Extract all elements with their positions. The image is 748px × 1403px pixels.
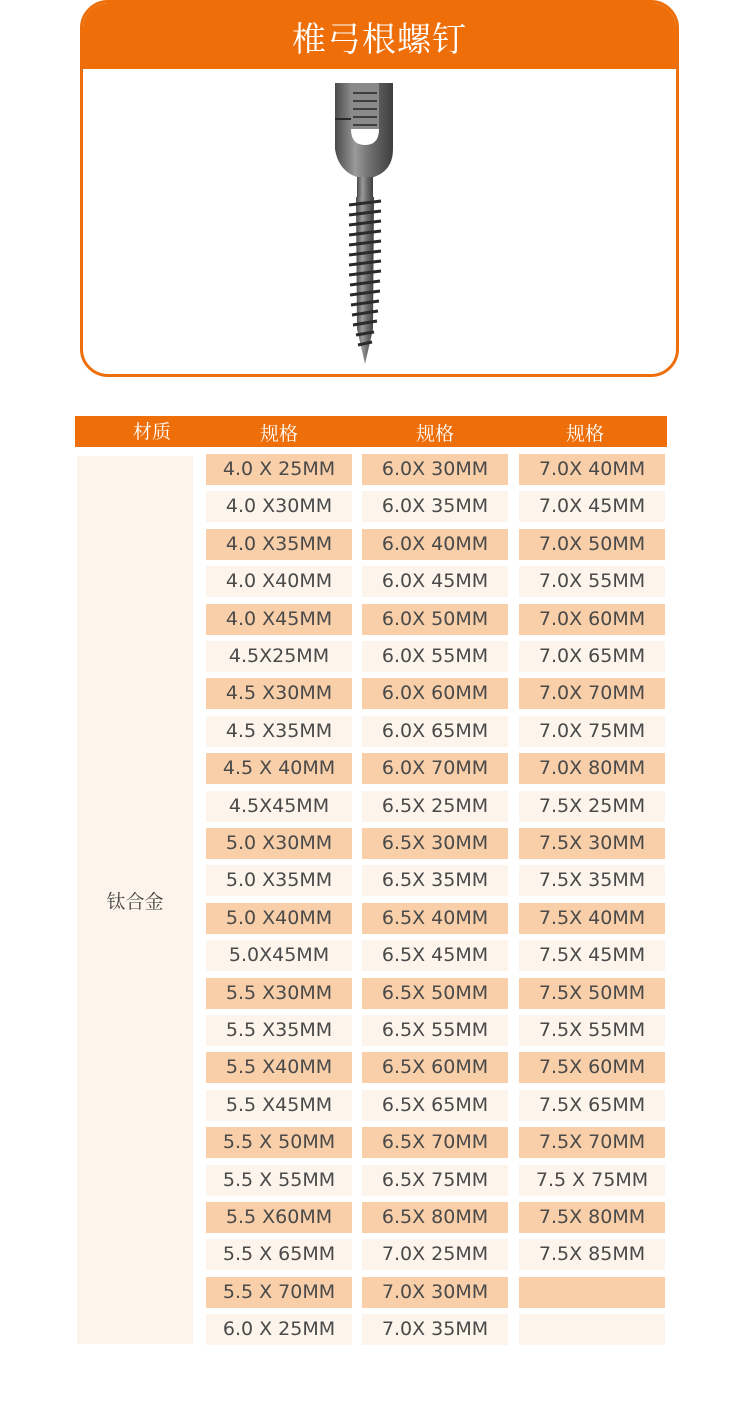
spec-cell: 6.0X 65MM — [362, 716, 508, 747]
spec-cell: 5.5 X 55MM — [206, 1165, 352, 1196]
spec-cell: 5.5 X60MM — [206, 1202, 352, 1233]
spec-cell: 6.0X 30MM — [362, 454, 508, 485]
spec-cell: 7.5X 80MM — [519, 1202, 665, 1233]
spec-cell: 6.0X 45MM — [362, 566, 508, 597]
spec-cell: 6.5X 80MM — [362, 1202, 508, 1233]
spec-cell: 7.5X 30MM — [519, 828, 665, 859]
spec-cell: 7.5X 55MM — [519, 1015, 665, 1046]
spec-cell: 6.5X 30MM — [362, 828, 508, 859]
spec-cell: 4.5 X30MM — [206, 678, 352, 709]
spec-cell: 4.0 X45MM — [206, 604, 352, 635]
product-card — [80, 0, 679, 377]
spec-cell: 7.5 X 75MM — [519, 1165, 665, 1196]
spec-cell: 5.5 X 65MM — [206, 1239, 352, 1270]
product-title: 椎弓根螺钉 — [83, 3, 676, 69]
spec-cell: 7.0X 25MM — [362, 1239, 508, 1270]
spec-cell: 7.0X 60MM — [519, 604, 665, 635]
spec-cell: 5.5 X40MM — [206, 1052, 352, 1083]
spec-cell — [519, 1314, 665, 1345]
spec-cell: 7.0X 80MM — [519, 753, 665, 784]
spec-cell: 4.5X45MM — [206, 791, 352, 822]
spec-cell: 6.0X 50MM — [362, 604, 508, 635]
spec-cell: 7.0X 30MM — [362, 1277, 508, 1308]
spec-cell: 7.5X 50MM — [519, 978, 665, 1009]
spec-cell: 5.5 X45MM — [206, 1090, 352, 1121]
spec-cell: 7.0X 45MM — [519, 491, 665, 522]
spec-cell: 7.0X 65MM — [519, 641, 665, 672]
spec-cell: 7.5X 45MM — [519, 940, 665, 971]
spec-cell: 6.5X 50MM — [362, 978, 508, 1009]
spec-cell: 6.5X 60MM — [362, 1052, 508, 1083]
spec-cell: 7.5X 35MM — [519, 865, 665, 896]
spec-cell: 6.0X 70MM — [362, 753, 508, 784]
spec-cell: 5.5 X 50MM — [206, 1127, 352, 1158]
spec-cell: 4.5 X 40MM — [206, 753, 352, 784]
spec-cell: 4.0 X35MM — [206, 529, 352, 560]
spec-cell: 6.5X 70MM — [362, 1127, 508, 1158]
material-cell — [77, 456, 193, 1344]
spec-cell: 7.0X 55MM — [519, 566, 665, 597]
material-label: 钛合金 — [106, 890, 164, 913]
spec-cell: 4.0 X 25MM — [206, 454, 352, 485]
spec-cell: 6.0X 35MM — [362, 491, 508, 522]
spec-cell: 6.5X 35MM — [362, 865, 508, 896]
spec-cell: 6.0X 55MM — [362, 641, 508, 672]
spec-cell: 6.5X 25MM — [362, 791, 508, 822]
spec-cell: 7.0X 75MM — [519, 716, 665, 747]
header-spec-2: 规格 — [415, 423, 454, 445]
spec-cell: 5.0X45MM — [206, 940, 352, 971]
spec-cell: 7.5X 65MM — [519, 1090, 665, 1121]
spec-cell: 7.0X 50MM — [519, 529, 665, 560]
spec-cell: 6.5X 55MM — [362, 1015, 508, 1046]
spec-cell: 7.5X 60MM — [519, 1052, 665, 1083]
spec-cell: 6.5X 65MM — [362, 1090, 508, 1121]
spec-cell: 6.0 X 25MM — [206, 1314, 352, 1345]
spec-cell: 5.0 X40MM — [206, 903, 352, 934]
spec-cell: 5.0 X35MM — [206, 865, 352, 896]
spec-cell: 6.5X 45MM — [362, 940, 508, 971]
spec-cell: 6.5X 40MM — [362, 903, 508, 934]
spec-cell: 7.5X 70MM — [519, 1127, 665, 1158]
spec-cell: 6.0X 60MM — [362, 678, 508, 709]
spec-cell: 6.0X 40MM — [362, 529, 508, 560]
spec-cell: 4.0 X40MM — [206, 566, 352, 597]
spec-cell: 5.5 X 70MM — [206, 1277, 352, 1308]
pedicle-screw-image — [329, 79, 409, 369]
spec-cell: 5.5 X30MM — [206, 978, 352, 1009]
spec-cell: 4.5 X35MM — [206, 716, 352, 747]
spec-cell: 7.5X 25MM — [519, 791, 665, 822]
spec-cell: 7.5X 85MM — [519, 1239, 665, 1270]
header-spec-1: 规格 — [259, 423, 298, 445]
spec-cell: 4.5X25MM — [206, 641, 352, 672]
spec-cell: 5.5 X35MM — [206, 1015, 352, 1046]
spec-cell: 7.0X 35MM — [362, 1314, 508, 1345]
header-material: 材质 — [132, 421, 171, 443]
spec-cell: 7.5X 40MM — [519, 903, 665, 934]
table-header — [75, 416, 667, 447]
spec-cell: 7.0X 70MM — [519, 678, 665, 709]
spec-cell: 5.0 X30MM — [206, 828, 352, 859]
spec-cell: 6.5X 75MM — [362, 1165, 508, 1196]
spec-cell — [519, 1277, 665, 1308]
spec-cell: 7.0X 40MM — [519, 454, 665, 485]
header-spec-3: 规格 — [565, 423, 604, 445]
spec-cell: 4.0 X30MM — [206, 491, 352, 522]
